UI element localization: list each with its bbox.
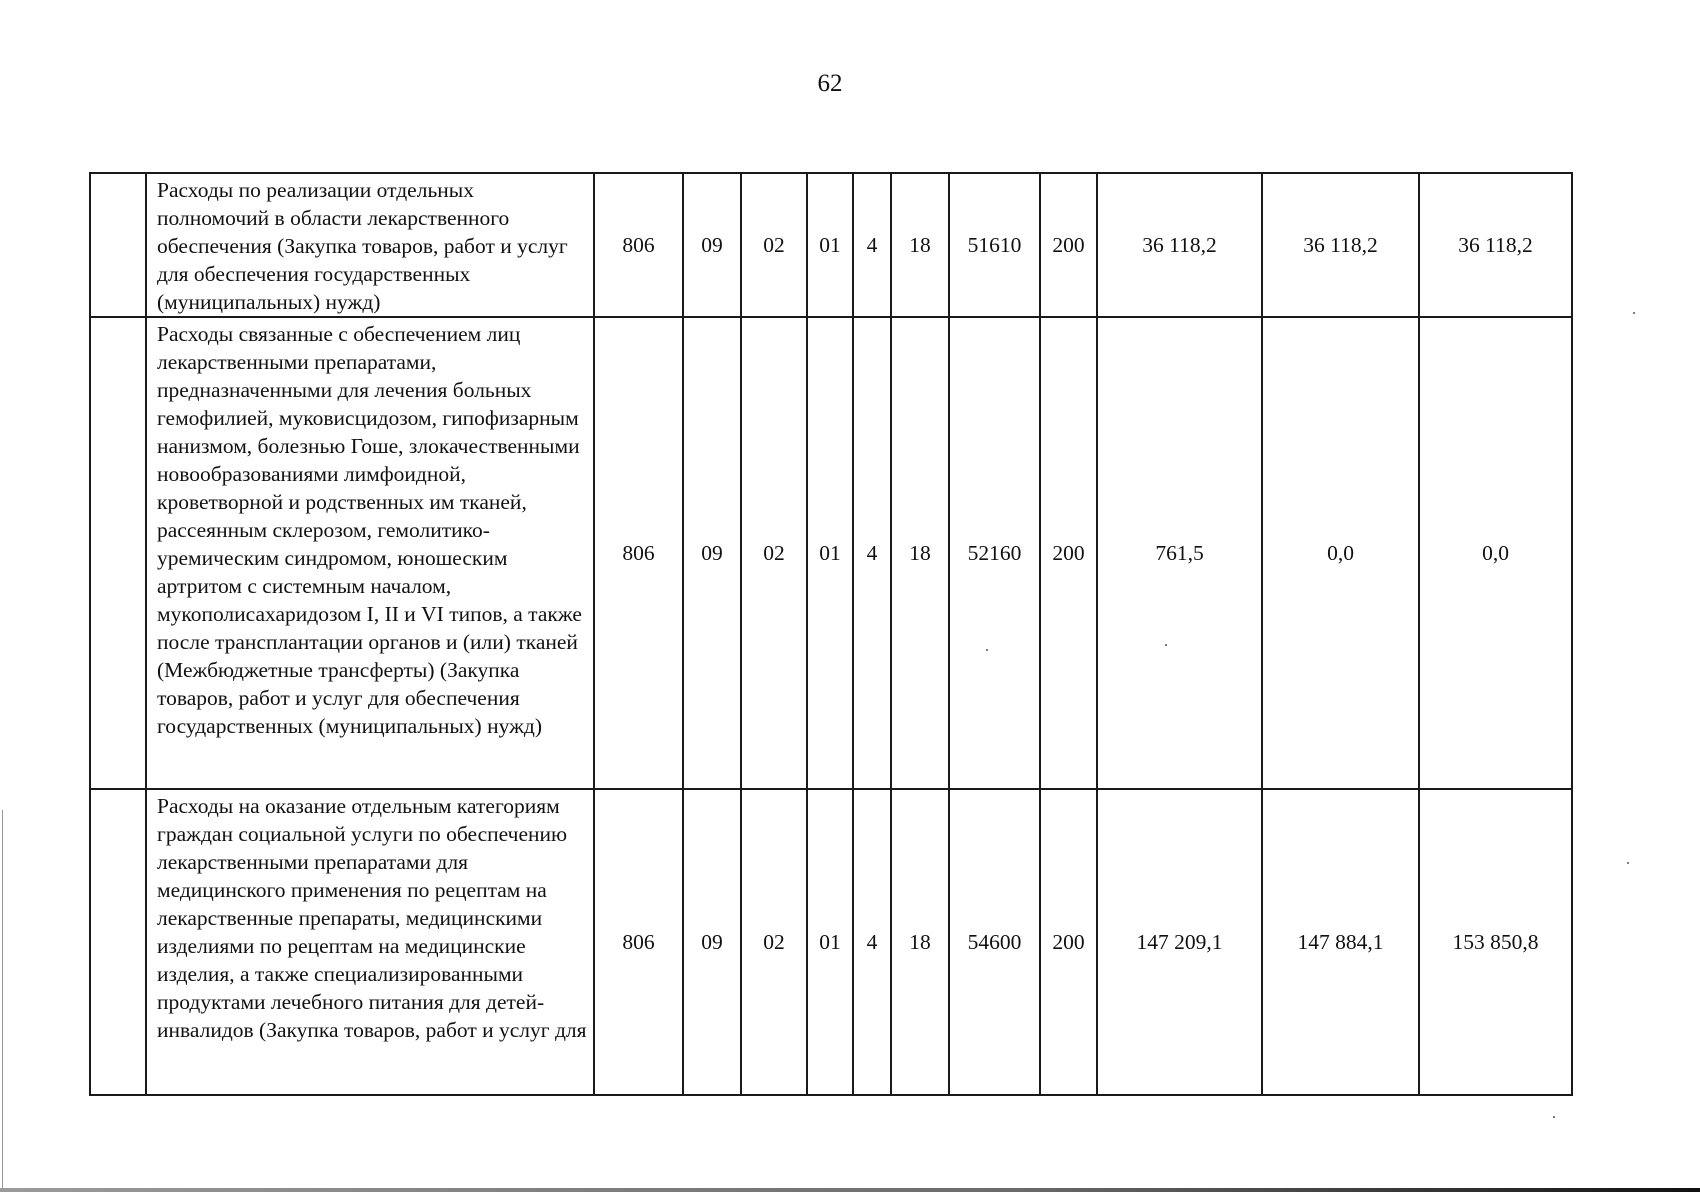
subsection-code-cell: 02	[741, 173, 807, 317]
main-event-code-cell: 18	[891, 173, 949, 317]
section-code-cell: 09	[683, 789, 741, 1095]
table-row	[90, 317, 1572, 789]
section-code-cell: 09	[683, 317, 741, 789]
row-number-cell	[90, 173, 146, 317]
scan-speck	[1553, 1116, 1555, 1118]
amount-year-2-cell: 0,0	[1262, 317, 1419, 789]
amount-year-1-cell: 36 118,2	[1097, 173, 1262, 317]
expense-type-cell: 200	[1040, 789, 1097, 1095]
scan-speck	[1627, 862, 1629, 864]
scan-speck	[1165, 644, 1167, 646]
scan-speck	[1633, 312, 1635, 314]
main-event-code-cell: 18	[891, 789, 949, 1095]
scan-edge-line	[2, 810, 3, 1190]
description-cell: Расходы на оказание отдельным категориям граждан социальной услуги по обеспечению лекарственными препаратами для медицинского применения по рецептам на лекарственные препараты, медицинскими изделиями по рецептам на медицинские изделия, а также специализированными продуктами лечебного питания для детей-инвалидов (Закупка товаров, работ и услуг для	[146, 789, 594, 1095]
amount-year-1-cell: 147 209,1	[1097, 789, 1262, 1095]
main-event-code-cell: 18	[891, 317, 949, 789]
amount-year-3-cell: 153 850,8	[1419, 789, 1572, 1095]
table-row	[90, 789, 1572, 1095]
program-code-cell: 01	[807, 317, 853, 789]
program-code-cell: 01	[807, 789, 853, 1095]
description-cell: Расходы связанные с обеспечением лиц лекарственными препаратами, предназначенными для лечения больных гемофилией, муковисцидозом, гипофизарным нанизмом, болезнью Гоше, злокачественными новообразованиями лимфоидной, кроветворной и родственных им тканей, рассеянным склерозом, гемолитико-уремическим синдромом, юношеским артритом с системным началом, мукополисахаридозом I, II и VI типов, а также после трансплантации органов и (или) тканей (Межбюджетные трансферты) (Закупка товаров, работ и услуг для обеспечения государственных (муниципальных) нужд)	[146, 317, 594, 789]
amount-year-2-cell: 147 884,1	[1262, 789, 1419, 1095]
row-number-cell	[90, 317, 146, 789]
direction-code-cell: 52160	[949, 317, 1040, 789]
amount-year-1-cell: 761,5	[1097, 317, 1262, 789]
ministry-code-cell: 806	[594, 317, 683, 789]
row-number-cell	[90, 789, 146, 1095]
ministry-code-cell: 806	[594, 173, 683, 317]
subprogram-code-cell: 4	[853, 789, 891, 1095]
expense-type-cell: 200	[1040, 317, 1097, 789]
amount-year-2-cell: 36 118,2	[1262, 173, 1419, 317]
scan-edge-line	[0, 1188, 1700, 1192]
section-code-cell: 09	[683, 173, 741, 317]
description-cell: Расходы по реализации отдельных полномочий в области лекарственного обеспечения (Закупка товаров, работ и услуг для обеспечения государственных (муниципальных) нужд)	[146, 173, 594, 317]
subsection-code-cell: 02	[741, 317, 807, 789]
budget-table	[89, 172, 1573, 1096]
ministry-code-cell: 806	[594, 789, 683, 1095]
expense-type-cell: 200	[1040, 173, 1097, 317]
amount-year-3-cell: 0,0	[1419, 317, 1572, 789]
program-code-cell: 01	[807, 173, 853, 317]
subprogram-code-cell: 4	[853, 317, 891, 789]
direction-code-cell: 51610	[949, 173, 1040, 317]
direction-code-cell: 54600	[949, 789, 1040, 1095]
scan-speck	[986, 649, 988, 651]
subsection-code-cell: 02	[741, 789, 807, 1095]
amount-year-3-cell: 36 118,2	[1419, 173, 1572, 317]
page-number: 62	[817, 70, 843, 97]
table-row	[90, 173, 1572, 317]
subprogram-code-cell: 4	[853, 173, 891, 317]
